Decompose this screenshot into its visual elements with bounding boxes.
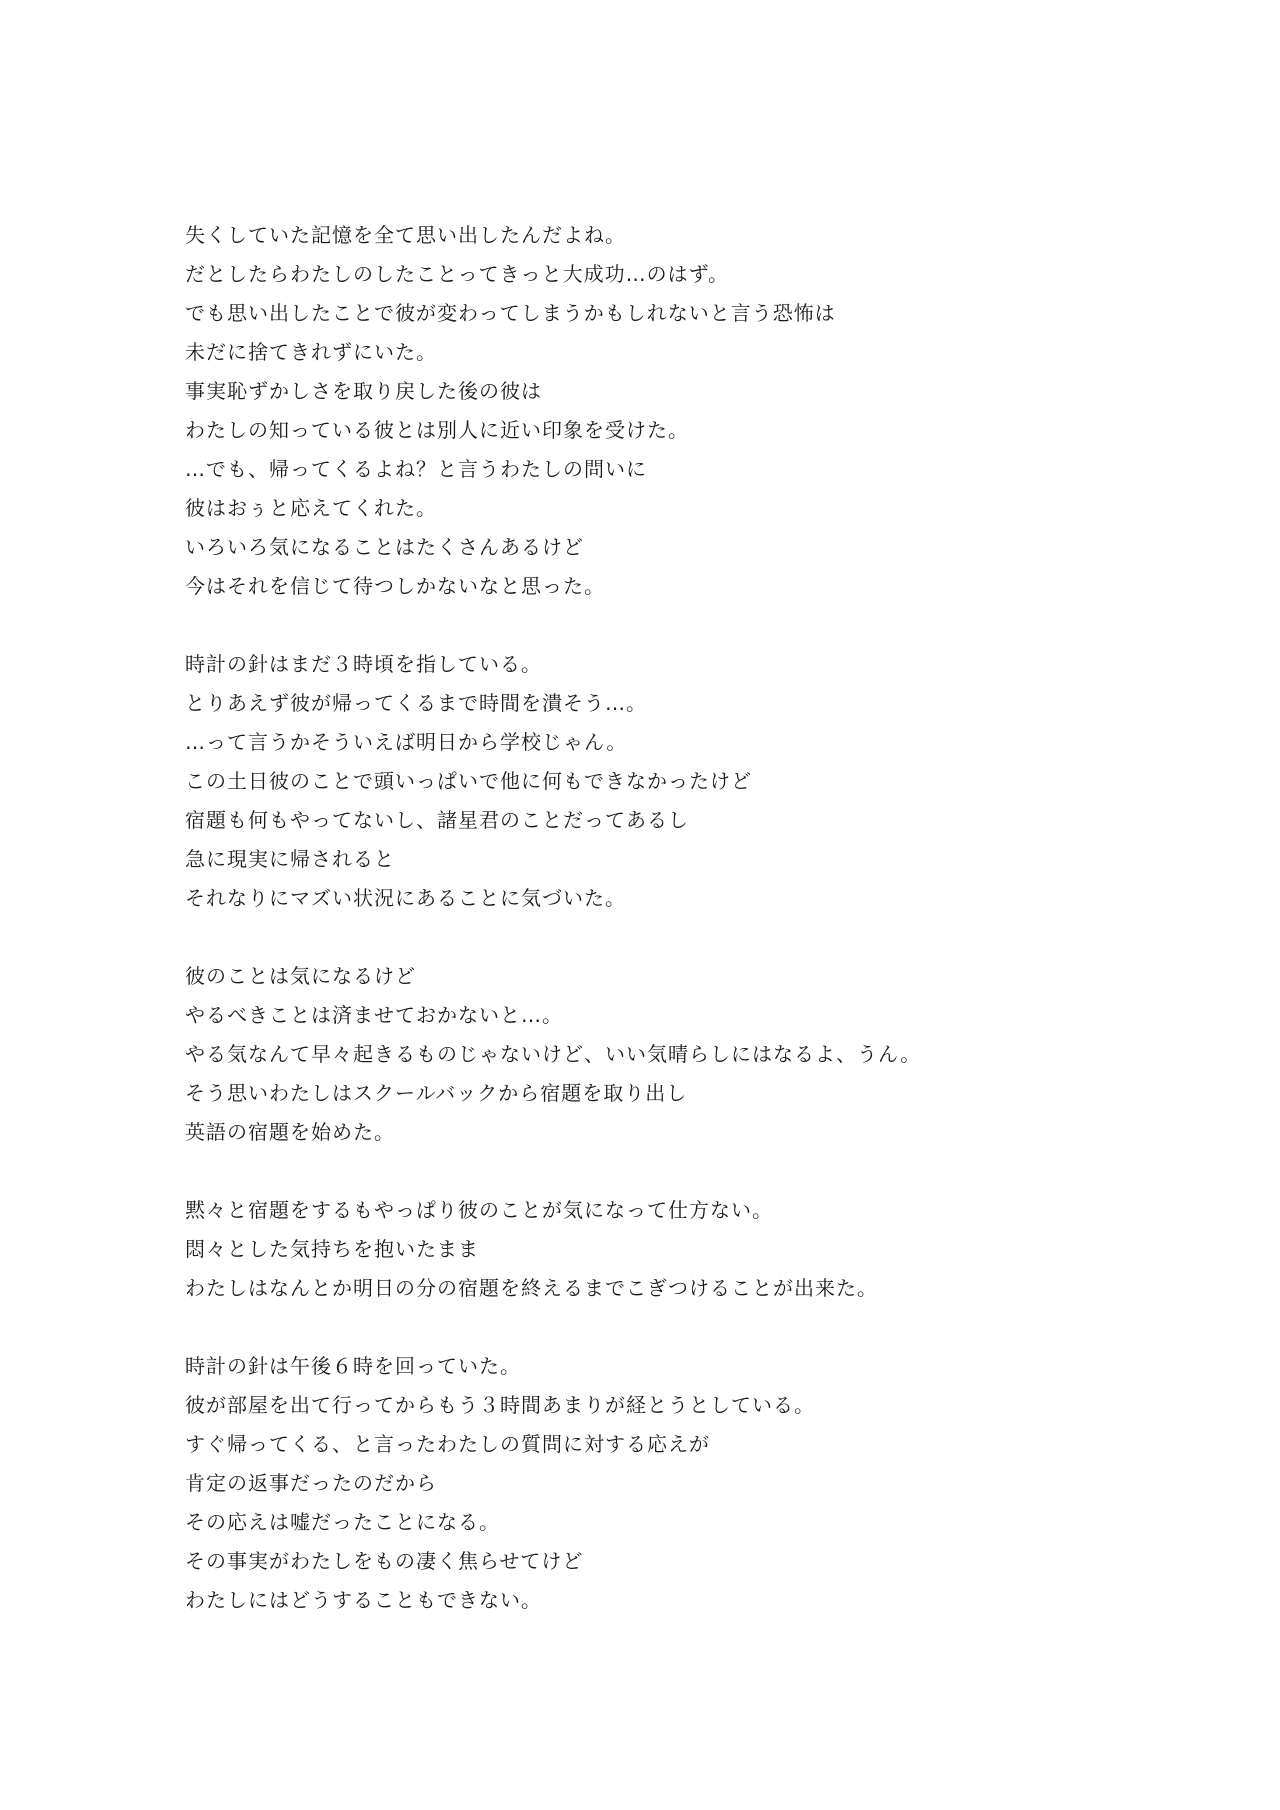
text-line: 時計の針は午後６時を回っていた。 [185,1354,521,1378]
text-line: 時計の針はまだ３時頃を指している。 [185,652,542,676]
paragraph-1 [185,216,1185,606]
text-line: わたしはなんとか明日の分の宿題を終えるまでこぎつけることが出来た。 [185,1276,878,1300]
paragraph-4 [185,1191,1185,1308]
text-line: 急に現実に帰されると [185,847,395,871]
text-line: わたしの知っている彼とは別人に近い印象を受けた。 [185,418,689,442]
text-line: 英語の宿題を始めた。 [185,1120,395,1144]
text-line: 黙々と宿題をするもやっぱり彼のことが気になって仕方ない。 [185,1198,773,1222]
text-line: 彼はおぅと応えてくれた。 [185,496,437,520]
text-line: その事実がわたしをもの凄く焦らせてけど [185,1549,584,1573]
text-line: すぐ帰ってくる、と言ったわたしの質問に対する応えが [185,1432,710,1456]
text-line: 事実恥ずかしさを取り戻した後の彼は [185,379,542,403]
paragraph-5 [185,1347,1185,1620]
text-line: 悶々とした気持ちを抱いたまま [185,1237,479,1261]
text-line: その応えは嘘だったことになる。 [185,1510,500,1534]
text-line: …でも、帰ってくるよね？と言うわたしの問いに [185,457,647,481]
text-line: やるべきことは済ませておかないと…。 [185,1003,563,1027]
text-line: 彼が部屋を出て行ってからもう３時間あまりが経とうとしている。 [185,1393,815,1417]
text-line: それなりにマズい状況にあることに気づいた。 [185,886,626,910]
text-line: …って言うかそういえば明日から学校じゃん。 [185,730,628,754]
text-line: 肯定の返事だったのだから [185,1471,437,1495]
text-line: わたしにはどうすることもできない。 [185,1588,542,1612]
text-line: とりあえず彼が帰ってくるまで時間を潰そう…。 [185,691,647,715]
text-line: いろいろ気になることはたくさんあるけど [185,535,584,559]
text-line: 未だに捨てきれずにいた。 [185,340,437,364]
paragraph-3 [185,957,1185,1152]
text-line: だとしたらわたしのしたことってきっと大成功…のはず。 [185,262,729,286]
text-line: そう思いわたしはスクールバックから宿題を取り出し [185,1081,688,1105]
paragraph-2 [185,645,1185,918]
text-line: この土日彼のことで頭いっぱいで他に何もできなかったけど [185,769,752,793]
text-line: 彼のことは気になるけど [185,964,416,988]
text-line: 宿題も何もやってないし、諸星君のことだってあるし [185,808,689,832]
text-line: でも思い出したことで彼が変わってしまうかもしれないと言う恐怖は [185,301,836,325]
text-line: 失くしていた記憶を全て思い出したんだよね。 [185,223,626,247]
text-line: 今はそれを信じて待つしかないなと思った。 [185,574,605,598]
text-line: やる気なんて早々起きるものじゃないけど、いい気晴らしにはなるよ、うん。 [185,1042,922,1066]
body-text [185,216,1185,1659]
